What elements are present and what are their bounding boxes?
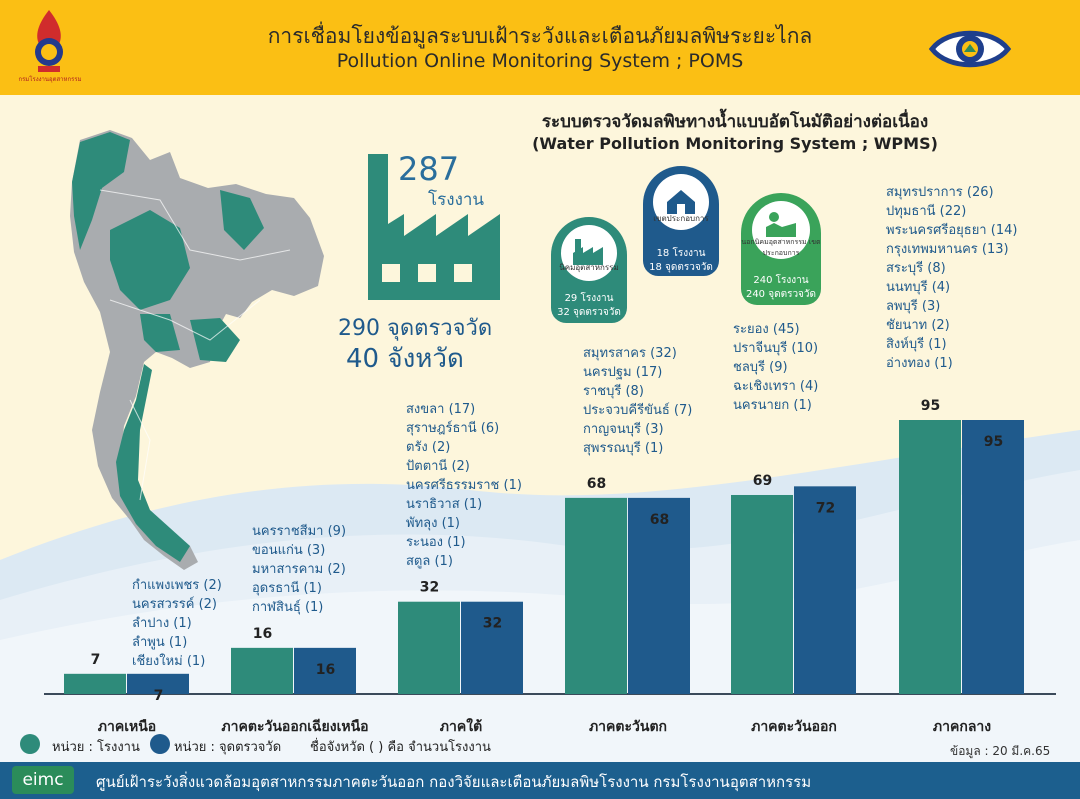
province-item: ระนอง (1) [406, 535, 466, 550]
badge-factories: 29 โรงงาน [564, 293, 614, 304]
legend-note: ชื่อจังหวัด ( ) คือ จำนวนโรงงาน [310, 740, 491, 755]
data-label: 68 [586, 475, 607, 492]
province-item: เชียงใหม่ (1) [132, 654, 206, 669]
province-item: นครศรีธรรมราช (1) [406, 478, 522, 493]
province-item: พัทลุง (1) [406, 516, 460, 531]
footer-text: ศูนย์เฝ้าระวังสิ่งแวดล้อมอุตสาหกรรมภาคตะวันออก กองวิจัยและเตือนภัยมลพิษโรงงาน กรมโรงงานอุตสาหกรรม [96, 773, 812, 791]
province-item: ตรัง (2) [406, 440, 451, 455]
bar-factories [731, 495, 793, 694]
points-total: 290 จุดตรวจวัด [338, 316, 493, 341]
province-item: สุพรรณบุรี (1) [583, 441, 664, 456]
legend-factories: หน่วย : โรงงาน [52, 740, 140, 755]
data-label: 7 [90, 651, 101, 668]
province-item: นครราชสีมา (9) [252, 524, 347, 539]
province-item: นนทบุรี (4) [886, 280, 951, 295]
subtitle-en: (Water Pollution Monitoring System ; WPMS) [532, 134, 938, 153]
data-label: 95 [920, 398, 941, 414]
region-label-northeast: ภาคตะวันออกเฉียงเหนือ [221, 719, 369, 735]
province-item: อ่างทอง (1) [886, 356, 953, 371]
data-label: 16 [315, 661, 336, 678]
legend-swatch-factories [20, 734, 40, 754]
bar-factories [231, 648, 293, 694]
badge-points: 240 จุดตรวจวัด [745, 289, 817, 300]
province-item: ฉะเชิงเทรา (4) [733, 379, 819, 394]
province-item: มหาสารคาม (2) [252, 562, 346, 577]
province-item: ปราจีนบุรี (10) [733, 341, 819, 356]
factory-count: 287 [398, 150, 460, 188]
bar-factories [64, 674, 126, 694]
page-title-th: การเชื่อมโยงข้อมูลระบบเฝ้าระวังและเตือนภัยมลพิษระยะไกล [267, 24, 813, 48]
province-item: นราธิวาส (1) [406, 497, 483, 512]
province-item: ชัยนาท (2) [886, 318, 950, 333]
province-item: สตูล (1) [406, 554, 453, 569]
province-item: ปัตตานี (2) [406, 459, 470, 474]
badge-label: นิคมอุตสาหกรรม [559, 263, 619, 272]
data-label: 7 [153, 687, 164, 704]
province-item: พระนครศรีอยุธยา (14) [886, 223, 1018, 238]
province-item: กรุงเทพมหานคร (13) [886, 242, 1009, 257]
province-item: ลำพูน (1) [132, 635, 188, 650]
province-item: สระบุรี (8) [886, 261, 946, 276]
bar-points [962, 420, 1024, 694]
region-label-south: ภาคใต้ [439, 719, 483, 735]
data-label: 72 [815, 500, 836, 517]
data-label: 16 [252, 625, 273, 642]
region-label-east: ภาคตะวันออก [751, 719, 837, 735]
legend-points: หน่วย : จุดตรวจวัด [174, 740, 282, 755]
province-item: สมุทรสาคร (32) [583, 346, 677, 361]
legend-swatch-points [150, 734, 170, 754]
data-label: 68 [649, 511, 670, 528]
region-label-north: ภาคเหนือ [97, 719, 157, 735]
province-item: ราชบุรี (8) [583, 384, 644, 399]
bar-factories [398, 602, 460, 694]
data-label: 32 [482, 615, 503, 632]
region-label-central: ภาคกลาง [932, 719, 992, 735]
province-item: นครปฐม (17) [583, 365, 663, 380]
province-item: กาฬสินธุ์ (1) [252, 600, 324, 615]
data-label: 69 [752, 472, 773, 489]
factory-count-unit: โรงงาน [428, 190, 485, 210]
data-label: 95 [983, 434, 1004, 450]
subtitle-th: ระบบตรวจวัดมลพิษทางน้ำแบบอัตโนมัติอย่างต่อเนื่อง [541, 112, 929, 132]
data-label: 32 [419, 579, 440, 596]
data-date: ข้อมูล : 20 มี.ค.65 [950, 744, 1051, 758]
province-item: สมุทรปราการ (26) [886, 185, 994, 200]
bar-factories [565, 498, 627, 694]
logo-caption: กรมโรงงานอุตสาหกรรม [18, 76, 82, 83]
province-item: สิงห์บุรี (1) [886, 337, 947, 352]
provinces-total: 40 จังหวัด [346, 344, 464, 374]
province-item: ขอนแก่น (3) [252, 543, 326, 558]
badge-label: เขตประกอบการ [653, 214, 709, 223]
province-item: ประจวบคีรีขันธ์ (7) [583, 403, 693, 418]
province-item: กำแพงเพชร (2) [132, 578, 222, 593]
province-item: สุราษฎร์ธานี (6) [406, 421, 500, 436]
eimc-logo: eimc [12, 766, 74, 794]
province-item: นครสวรรค์ (2) [132, 597, 218, 612]
province-item: ลพบุรี (3) [886, 299, 941, 314]
province-item: ระยอง (45) [733, 322, 800, 337]
badge-factories: 18 โรงงาน [656, 248, 706, 259]
region-label-west: ภาคตะวันตก [588, 719, 668, 735]
province-item: ลำปาง (1) [132, 616, 192, 631]
province-item: กาญจนบุรี (3) [583, 422, 664, 437]
badge-points: 32 จุดตรวจวัด [557, 307, 621, 318]
province-item: อุดรธานี (1) [252, 581, 322, 596]
province-item: ปทุมธานี (22) [886, 204, 967, 219]
bar-points [794, 486, 856, 694]
province-item: ชลบุรี (9) [733, 360, 788, 375]
badge-points: 18 จุดตรวจวัด [649, 262, 713, 273]
province-item: นครนายก (1) [733, 398, 812, 413]
badge-factories: 240 โรงงาน [753, 275, 809, 286]
province-item: สงขลา (17) [406, 402, 476, 417]
badge-label: นอกนิคมอุตสาหกรรม เขตประกอบการ [741, 238, 821, 257]
page-title-en: Pollution Online Monitoring System ; POMS [336, 50, 744, 72]
bar-factories [899, 420, 961, 694]
